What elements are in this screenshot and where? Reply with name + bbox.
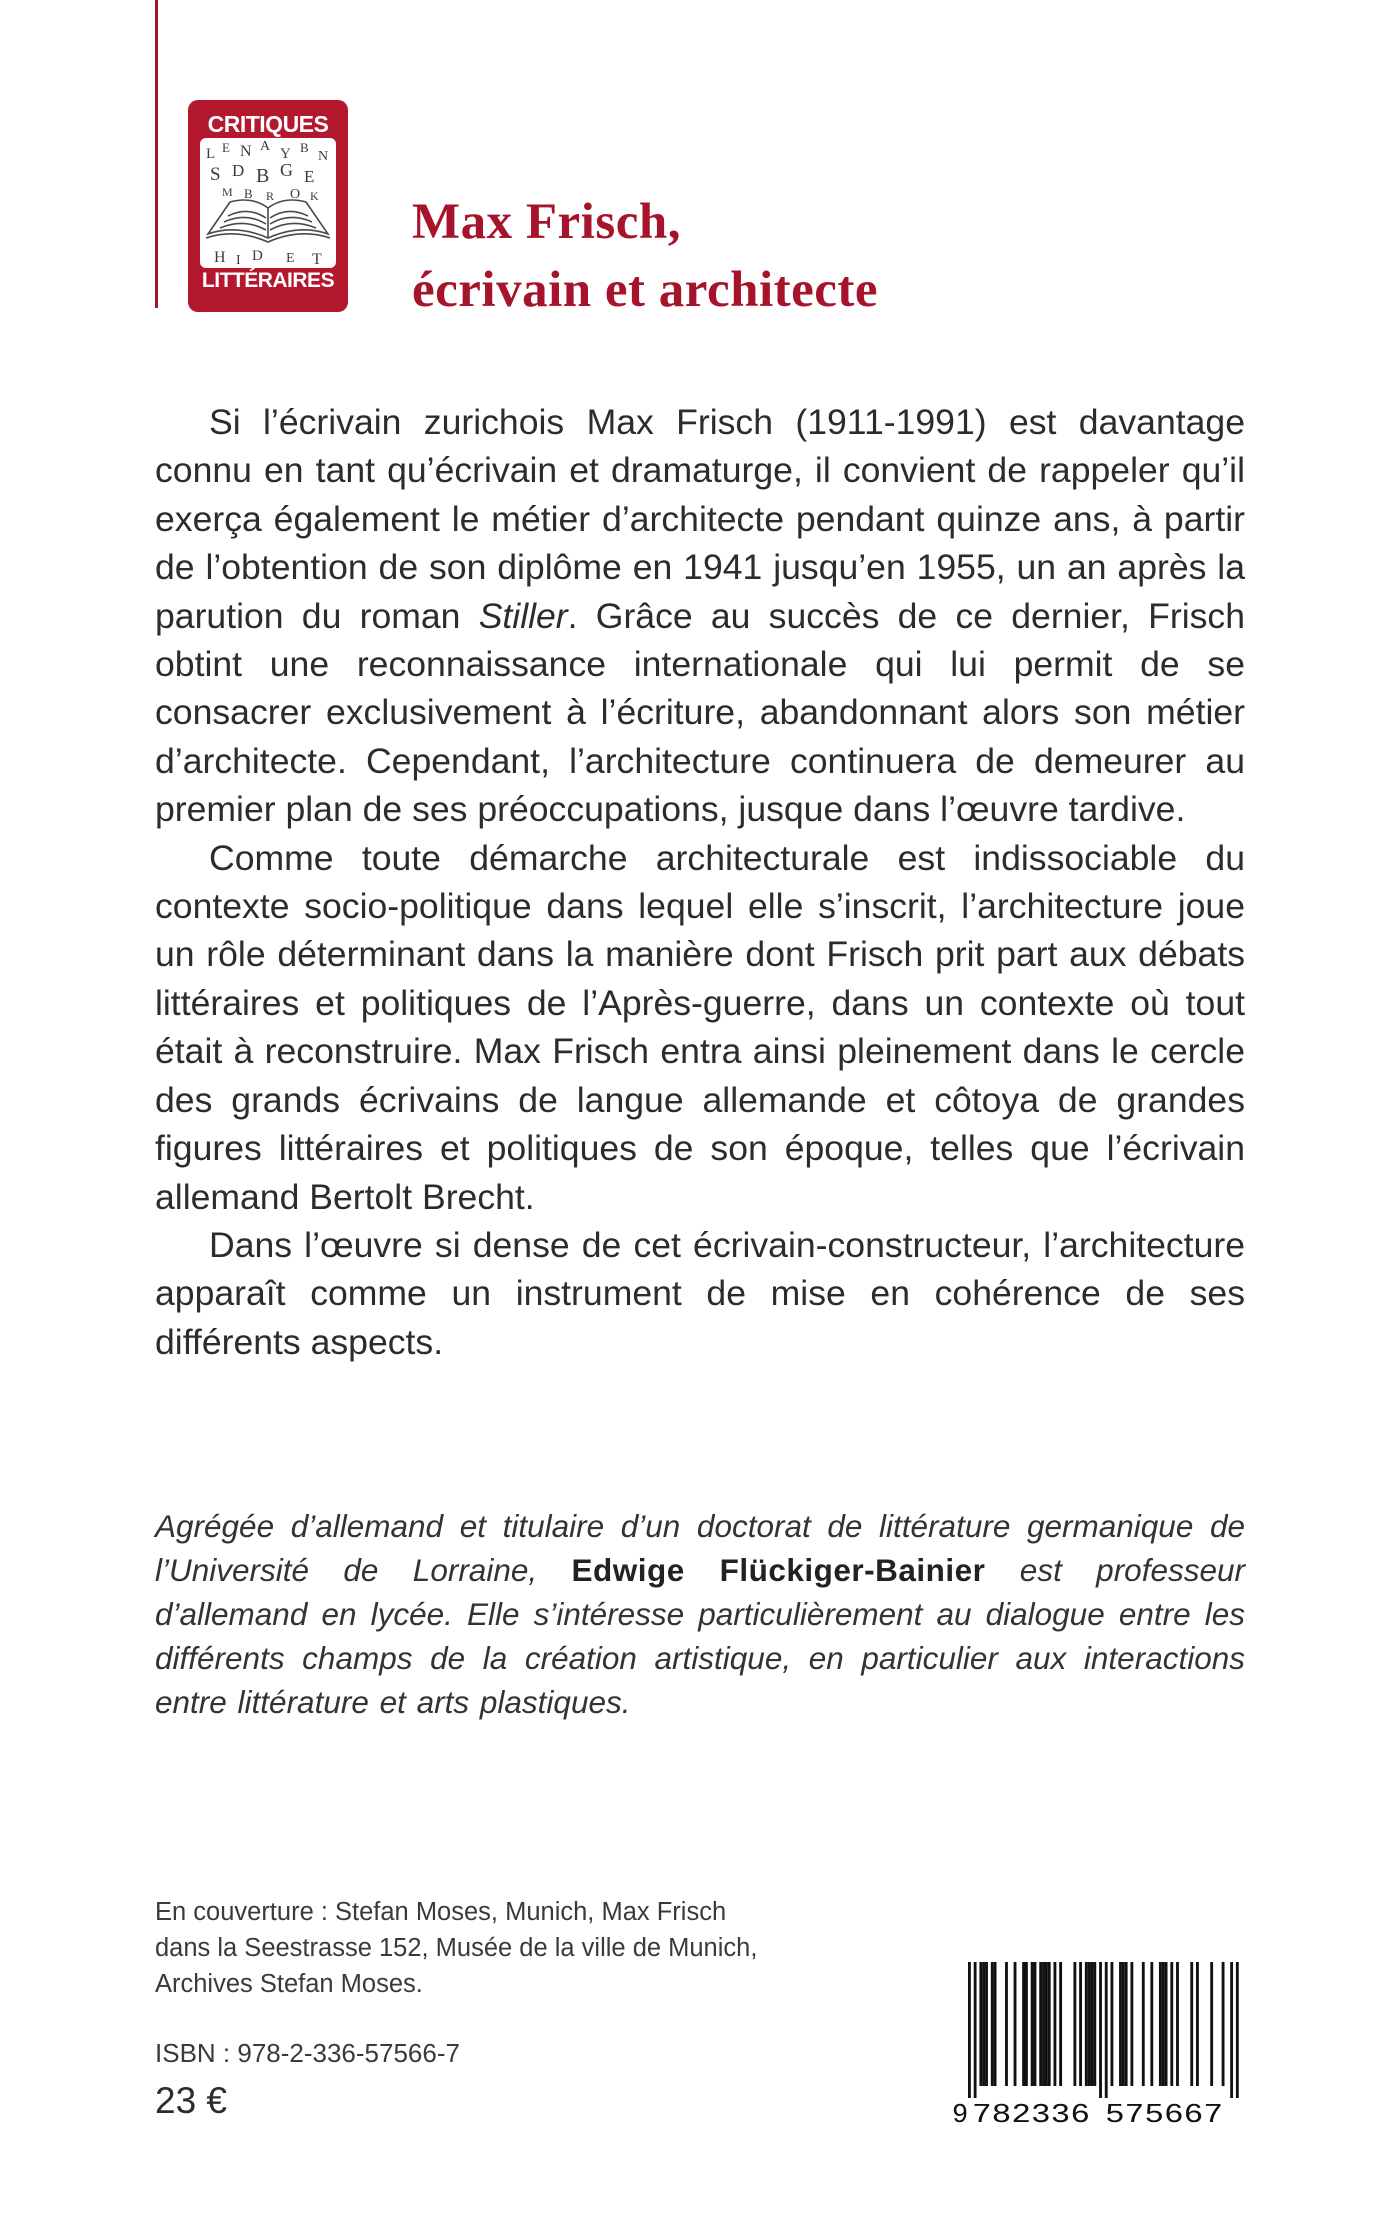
barcode-bar — [1091, 1962, 1094, 2086]
svg-text:B: B — [300, 140, 309, 155]
barcode-right-digits: 575667 — [1105, 2101, 1223, 2126]
series-logo-top-label: CRITIQUES — [207, 111, 329, 137]
cover-credits-line3: Archives Stefan Moses. — [155, 1970, 423, 1998]
svg-text:I: I — [236, 253, 241, 268]
barcode-bar — [1022, 1962, 1025, 2086]
series-logo-bottom-label: LITTÉRAIRES — [201, 269, 335, 292]
author-name: Edwige Flückiger-Bainier — [571, 1552, 986, 1588]
svg-text:Y: Y — [280, 146, 291, 162]
blurb-paragraph-3: Dans l’œuvre si dense de cet écrivain-constructeur, l’architecture apparaît comme un instrument de mise en cohérence de ses différents aspects. — [155, 1224, 1245, 1362]
svg-text:B: B — [256, 165, 270, 187]
barcode-bar — [1111, 1962, 1114, 2086]
barcode-bar — [1210, 1962, 1213, 2086]
blurb-p1-start: Si l’écrivain zurichois Max Frisch (1911-1991) est davantage connu en tant qu’écrivain et dramaturge, il convient de rappeler qu’il exerça également le métier d’architecte pendant quinze ans, à partir de l’obtention de son diplôme en 1941 jusqu’en 1955, un an après la parution du roman — [155, 402, 1245, 636]
blurb — [155, 398, 1245, 1366]
barcode-bar — [1025, 1962, 1028, 2086]
isbn: ISBN : 978-2-336-57566-7 — [155, 2038, 460, 2068]
author-bio — [155, 1504, 1245, 1724]
svg-text:D: D — [232, 161, 245, 180]
barcode-bar — [1196, 1962, 1199, 2086]
barcode-bar — [1059, 1962, 1062, 2086]
barcode-bar — [1162, 1962, 1165, 2086]
svg-text:K: K — [310, 189, 319, 203]
barcode-bar — [1014, 1962, 1017, 2086]
blurb-p1-end: . Grâce au succès de ce dernier, Frisch obtint une reconnaissance internationale qui lui permit de se consacrer exclusivement à l’écriture, abandonnant alors son métier d’architecte. Cependant, l’architecture continuera de demeurer au premier plan de ses préoccupations, jusque dans l’œuvre tardive. — [155, 595, 1245, 830]
svg-text:T: T — [312, 251, 322, 268]
author-bio-start: Agrégée d’allemand et titulaire d’un doctorat de littérature germanique de l’Université de Lorraine, — [155, 1508, 1245, 1588]
svg-text:B: B — [244, 186, 253, 201]
barcode-first-digit: 9 — [952, 2101, 969, 2126]
svg-text:S: S — [210, 164, 221, 185]
svg-text:E: E — [286, 251, 295, 266]
barcode-bar — [991, 1962, 994, 2086]
barcode-bar — [1005, 1962, 1008, 2086]
barcode-bar — [1088, 1962, 1091, 2086]
barcode-bar — [1039, 1962, 1042, 2086]
svg-text:N: N — [318, 149, 329, 164]
price: 23 € — [155, 2080, 228, 2121]
barcode-bar — [1236, 1962, 1239, 2098]
svg-text:L: L — [206, 146, 216, 162]
blurb-paragraph-1 — [155, 398, 1245, 834]
barcode-bar — [1190, 1962, 1193, 2086]
svg-text:R: R — [266, 189, 275, 203]
barcode-bar — [1045, 1962, 1048, 2086]
barcode-bar — [1079, 1962, 1082, 2086]
book-title-line1: Max Frisch, — [412, 194, 681, 250]
barcode-bar — [979, 1962, 982, 2086]
barcode-bar — [1159, 1962, 1162, 2086]
barcode-bar — [1170, 1962, 1173, 2086]
accent-rule — [155, 0, 158, 308]
svg-text:O: O — [290, 187, 301, 202]
svg-text:A: A — [260, 139, 271, 154]
cover-credits-line2: dans la Seestrasse 152, Musée de la ville de Munich, — [155, 1934, 758, 1962]
cover-credits — [155, 1894, 875, 2002]
cover-credits-line1: En couverture : Stefan Moses, Munich, Max Frisch — [155, 1898, 727, 1926]
author-bio-end: est professeur d’allemand en lycée. Elle s’intéresse particulièrement au dialogue entre les différents champs de la création artistique, en particulier aux interactions entre littérature et arts plastiques. — [155, 1552, 1246, 1720]
barcode-bar — [1222, 1962, 1225, 2086]
svg-text:E: E — [304, 167, 315, 186]
barcode-bar — [1042, 1962, 1045, 2086]
novel-title-stiller: Stiller — [478, 595, 568, 636]
svg-text:N: N — [240, 143, 252, 160]
barcode-bar — [1125, 1962, 1128, 2086]
svg-text:M: M — [222, 185, 233, 199]
barcode-bar — [994, 1962, 997, 2086]
barcode-bar — [1093, 1962, 1096, 2086]
barcode-bar — [1122, 1962, 1125, 2086]
barcode-bar — [1085, 1962, 1088, 2086]
blurb-paragraph-2: Comme toute démarche architecturale est indissociable du contexte socio-politique dans lequel elle s’inscrit, l’architecture joue un rôle déterminant dans la manière dont Frisch prit part aux débats littéraires et politiques de l’Après-guerre, dans un contexte où tout était à reconstruire. Max Frisch entra ainsi pleinement dans le cercle des grands écrivains de langue allemande et côtoya de grandes figures littéraires et politiques de son époque, telles que l’écrivain allemand Bertolt Brecht. — [155, 837, 1245, 1217]
barcode-bar — [985, 1962, 988, 2086]
svg-text:E: E — [222, 140, 230, 155]
barcode-bar — [974, 1962, 977, 2098]
barcode-bar — [982, 1962, 985, 2086]
barcode-bar — [1119, 1962, 1122, 2086]
barcode-bar — [1142, 1962, 1145, 2086]
barcode-bar — [968, 1962, 971, 2098]
barcode — [950, 1958, 1240, 2126]
barcode-bar — [1054, 1962, 1057, 2086]
barcode-left-digits: 782336 — [972, 2101, 1090, 2126]
barcode-bar — [1073, 1962, 1076, 2086]
svg-text:H: H — [214, 249, 226, 266]
barcode-bar — [1034, 1962, 1037, 2086]
svg-text:G: G — [280, 160, 293, 180]
barcode-bar — [1105, 1962, 1108, 2098]
barcode-bar — [1130, 1962, 1133, 2086]
svg-text:D: D — [252, 248, 263, 264]
barcode-bar — [1176, 1962, 1179, 2086]
barcode-bar — [1230, 1962, 1233, 2098]
barcode-bar — [1031, 1962, 1034, 2086]
barcode-bar — [1048, 1962, 1051, 2086]
open-book-with-letters-icon — [200, 138, 336, 268]
book-title-line2: écrivain et architecte — [412, 262, 878, 318]
barcode-bar — [1099, 1962, 1102, 2098]
series-logo — [188, 100, 348, 312]
book-title — [412, 188, 1112, 324]
barcode-bar — [1150, 1962, 1153, 2086]
barcode-bar — [1165, 1962, 1168, 2086]
